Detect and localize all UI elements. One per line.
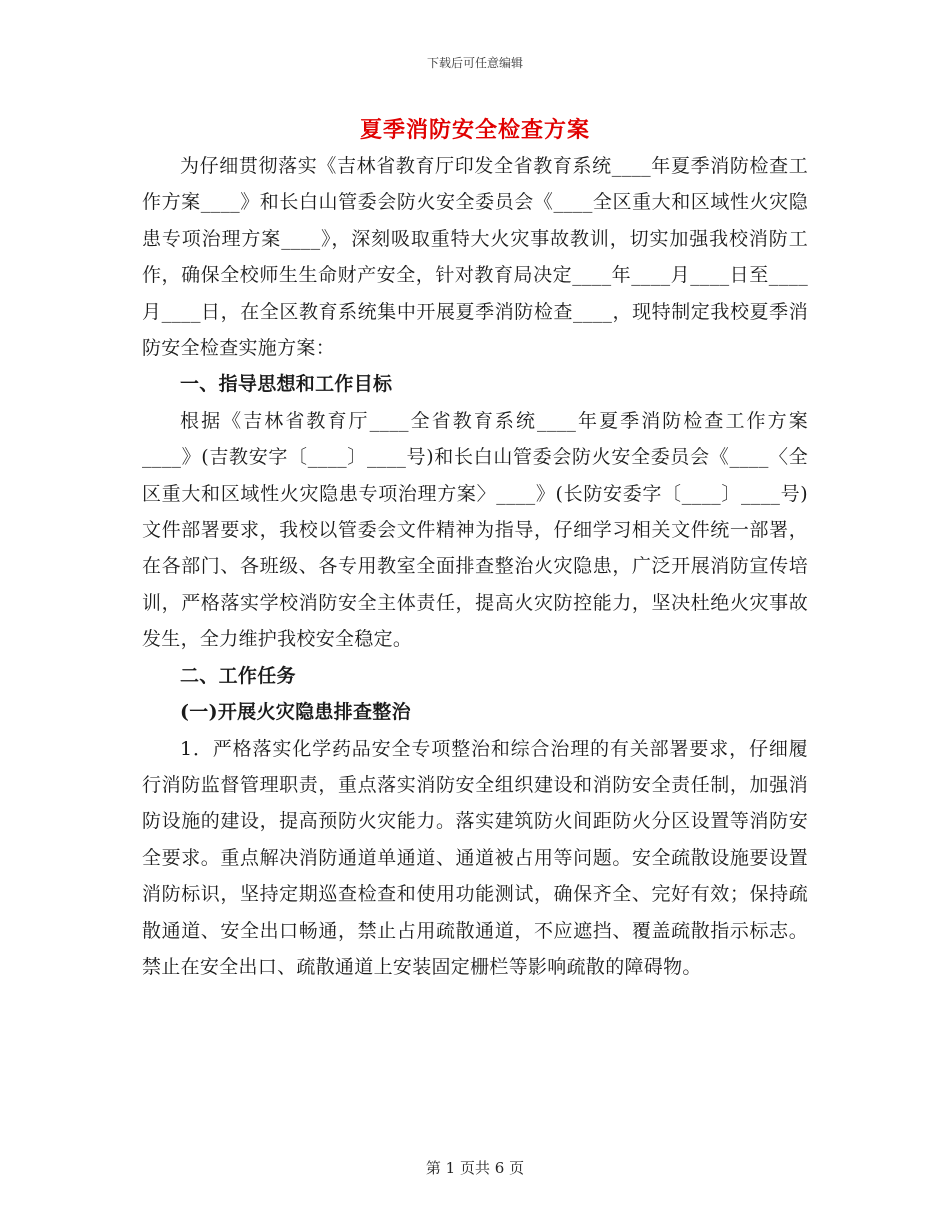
subsection-heading-1: (一)开展火灾隐患排查整治 [180,701,411,724]
header-note: 下载后可任意编辑 [426,56,523,70]
page-number: 第 1 页共 6 页 [425,1159,525,1177]
section-1-paragraph: 根据《吉林省教育厅____全省教育系统____年夏季消防检查工作方案____》(吉教安字〔____〕____号)和长白山管委会防火安全委员会《____〈全区重大和区域性火灾隐患专项治理方案〉____》(长防安委字〔____〕____号)文件部署要求，我校以管委会文件精神为指导，仔细学习相关文件统一部署，在各部门、各班级、各专用教室全面排查整治火灾隐患，广泛开展消防宣传培训，严格落实学校消防安全主体责任，提高火灾防控能力，坚决杜绝火灾事故发生，全力维护我校安全稳定。 [142,409,808,651]
document-title: 夏季消防安全检查方案 [359,117,590,143]
item-1-paragraph: 1．严格落实化学药品安全专项整治和综合治理的有关部署要求，仔细履行消防监督管理职责，重点落实消防安全组织建设和消防安全责任制，加强消防设施的建设，提高预防火灾能力。落实建筑防火间距防火分区设置等消防安全要求。重点解决消防通道单通道、通道被占用等问题。安全疏散设施要设置消防标识，坚持定期巡查检查和使用功能测试，确保齐全、完好有效；保持疏散通道、安全出口畅通，禁止占用疏散通道，不应遮挡、覆盖疏散指示标志。禁止在安全出口、疏散通道上安装固定栅栏等影响疏散的障碍物。 [142,737,808,978]
section-heading-2: 二、工作任务 [180,664,296,687]
section-heading-1: 一、指导思想和工作目标 [180,373,393,396]
intro-paragraph: 为仔细贯彻落实《吉林省教育厅印发全省教育系统____年夏季消防检查工作方案____》和长白山管委会防火安全委员会《____全区重大和区域性火灾隐患专项治理方案____》，深刻吸取重特大火灾事故教训，切实加强我校消防工作，确保全校师生生命财产安全，针对教育局决定____年____月____日至____月____日，在全区教育系统集中开展夏季消防检查____，现特制定我校夏季消防安全检查实施方案： [142,155,808,360]
document-body [142,148,808,985]
